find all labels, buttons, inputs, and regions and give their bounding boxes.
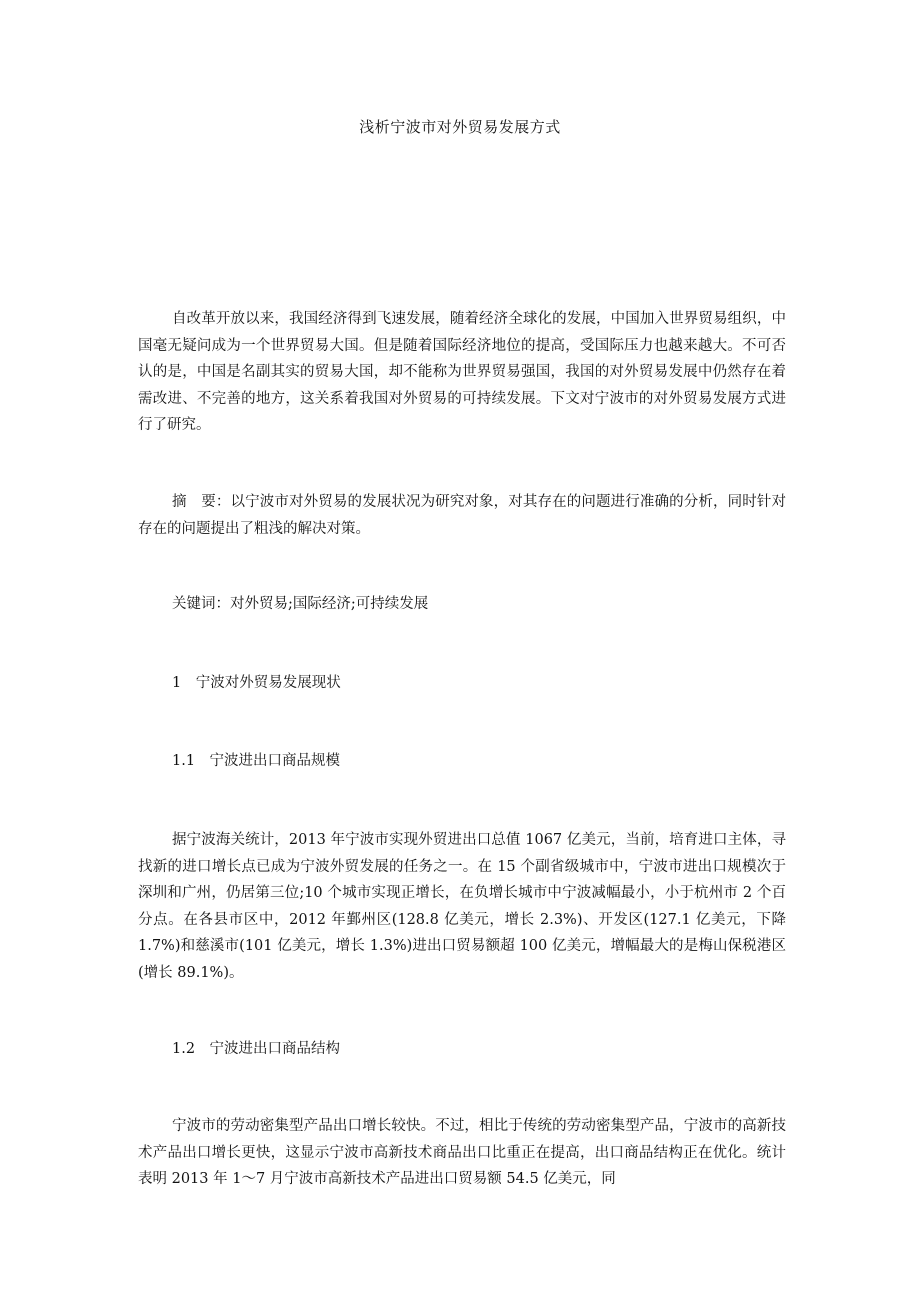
- intro-paragraph: 自改革开放以来，我国经济得到飞速发展，随着经济全球化的发展，中国加入世界贸易组织，中国毫无疑问成为一个世界贸易大国。但是随着国际经济地位的提高，受国际压力也越来越大。不可否认的是，中国是名副其实的贸易大国，却不能称为世界贸易强国，我国的对外贸易发展中仍然存在着需改进、不完善的地方，这关系着我国对外贸易的可持续发展。下文对宁波市的对外贸易发展方式进行了研究。: [138, 311, 786, 433]
- trade-scale-paragraph: 据宁波海关统计，2013 年宁波市实现外贸进出口总值 1067 亿美元，当前，培育进口主体，寻找新的进口增长点已成为宁波外贸发展的任务之一。在 15 个副省级城市中，宁波市进出口规模次于深圳和广州，仍居第三位;10 个城市实现正增长，在负增长城市中宁波减幅最小，小于杭州市 2 个百分点。在各县市区中，2012 年鄞州区(128.8 亿美元，增长 2.3%)、开发区(127.1 亿美元，下降 1.7%)和慈溪市(101 亿美元，增长 1.3%)进出口贸易额超 100 亿美元，增幅最大的是梅山保税港区(增长 89.1%)。: [138, 832, 786, 981]
- trade-structure-paragraph: 宁波市的劳动密集型产品出口增长较快。不过，相比于传统的劳动密集型产品，宁波市的高新技术产品出口增长更快，这显示宁波市高新技术商品出口比重正在提高，出口商品结构正在优化。统计表明 2013 年 1～7 月宁波市高新技术产品进出口贸易额 54.5 亿美元，同: [138, 1118, 786, 1187]
- document-title: 浅析宁波市对外贸易发展方式: [359, 118, 561, 136]
- keywords-line: 关键词：对外贸易;国际经济;可持续发展: [172, 596, 429, 612]
- abstract-paragraph: 摘 要：以宁波市对外贸易的发展状况为研究对象，对其存在的问题进行准确的分析，同时针对存在的问题提出了粗浅的解决对策。: [138, 494, 786, 537]
- section-heading-1-2: 1.2 宁波进出口商品结构: [172, 1041, 341, 1057]
- section-heading-1-1: 1.1 宁波进出口商品规模: [172, 753, 341, 769]
- section-heading-1: 1 宁波对外贸易发展现状: [172, 675, 341, 691]
